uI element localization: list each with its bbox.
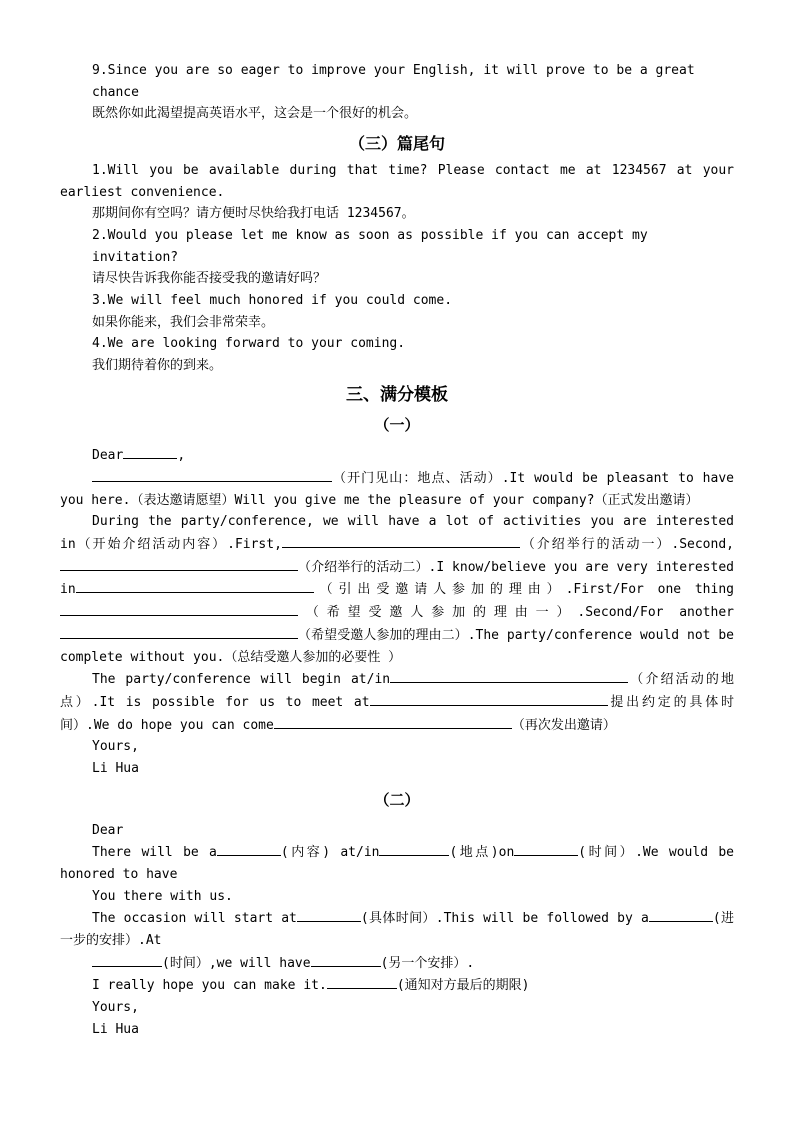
template-2-paragraph-2: You there with us.	[92, 888, 233, 904]
template-2-signature: Li Hua	[92, 1021, 139, 1037]
closing-2-cn: 请尽快告诉我你能否接受我的邀请好吗？	[92, 271, 327, 287]
template-1-heading: （一）	[374, 415, 420, 434]
blank	[60, 624, 298, 639]
sentence-9-en: 9.Since you are so eager to improve your English, it will prove to be a great chance	[92, 63, 695, 100]
document-page	[60, 60, 734, 1041]
template-2-paragraph-3: The occasion will start at (具体时间）.This will be followed by a (进一步的安排）.At	[60, 907, 734, 951]
blank	[370, 691, 608, 706]
template-2-closing: Yours,	[92, 1000, 139, 1016]
blank	[379, 841, 449, 856]
closing-3-cn: 如果你能来，我们会非常荣幸。	[92, 314, 275, 330]
blank	[60, 601, 298, 616]
closing-2-en: 2.Would you please let me know as soon as possible if you can accept my invitation?	[92, 227, 648, 265]
blank	[514, 841, 578, 856]
template-2-salutation: Dear	[92, 822, 124, 838]
blank	[649, 907, 713, 922]
blank	[123, 444, 177, 459]
closing-1-en: 1.Will you be available during that time? Please contact me at 1234567 at your earliest convenience.	[60, 162, 734, 200]
template-1-paragraph-3: The party/conference will begin at/in （介绍活动的地点）.It is possible for us to meet at 提出约定的具体时间）.We do hope you can come （再次发出邀请）	[60, 668, 734, 736]
blank	[76, 578, 314, 593]
closing-4-cn: 我们期待着你的到来。	[92, 358, 223, 374]
blank	[297, 907, 361, 922]
template-1-closing: Yours,	[92, 739, 139, 755]
blank	[282, 533, 520, 548]
template-1-salutation: Dear ,	[60, 444, 734, 467]
template-1-paragraph-1: （开门见山：地点、活动）.It would be pleasant to have you here.（表达邀请愿望）Will you give me the pleasure of your company?（正式发出邀请）	[60, 467, 734, 511]
blank	[274, 714, 512, 729]
blank	[92, 952, 162, 967]
blank	[217, 841, 281, 856]
closing-3-en: 3.We will feel much honored if you could come.	[92, 293, 453, 309]
template-1-paragraph-2: During the party/conference, we will have a lot of activities you are interested in（开始介绍活动内容）.First, （介绍举行的活动一）.Second,（介绍举行的活动二）.I know/believe you are very interested in （引出受邀请人参加的理由）.First/For one thing（希望受邀人参加的理由一）.Second/For another（希望受邀人参加的理由二）.The party/conference would not be complete without you.（总结受邀人参加的必要性 ）	[60, 514, 734, 665]
blank	[327, 974, 397, 989]
blank	[60, 556, 298, 571]
section-heading-closing-sentences: （三）篇尾句	[348, 134, 445, 154]
blank	[92, 467, 332, 482]
blank	[390, 668, 628, 683]
sentence-9-cn: 既然你如此渴望提高英语水平，这会是一个很好的机会。	[92, 106, 418, 122]
template-2-paragraph-4: (时间）,we will have (另一个安排）.	[60, 952, 734, 975]
blank	[311, 952, 381, 967]
template-2-heading: （二）	[374, 790, 420, 809]
closing-1-cn: 那期间你有空吗？请方便时尽快给我打电话 1234567。	[92, 206, 415, 222]
template-2-paragraph-1: There will be a (内容) at/in (地点)on (时间）.We would be honored to have	[60, 841, 734, 885]
template-2-paragraph-5: I really hope you can make it. (通知对方最后的期限)	[60, 974, 734, 997]
section-heading-templates: 三、满分模板	[346, 384, 448, 405]
closing-4-en: 4.We are looking forward to your coming.	[92, 336, 406, 352]
template-1-signature: Li Hua	[92, 761, 139, 777]
